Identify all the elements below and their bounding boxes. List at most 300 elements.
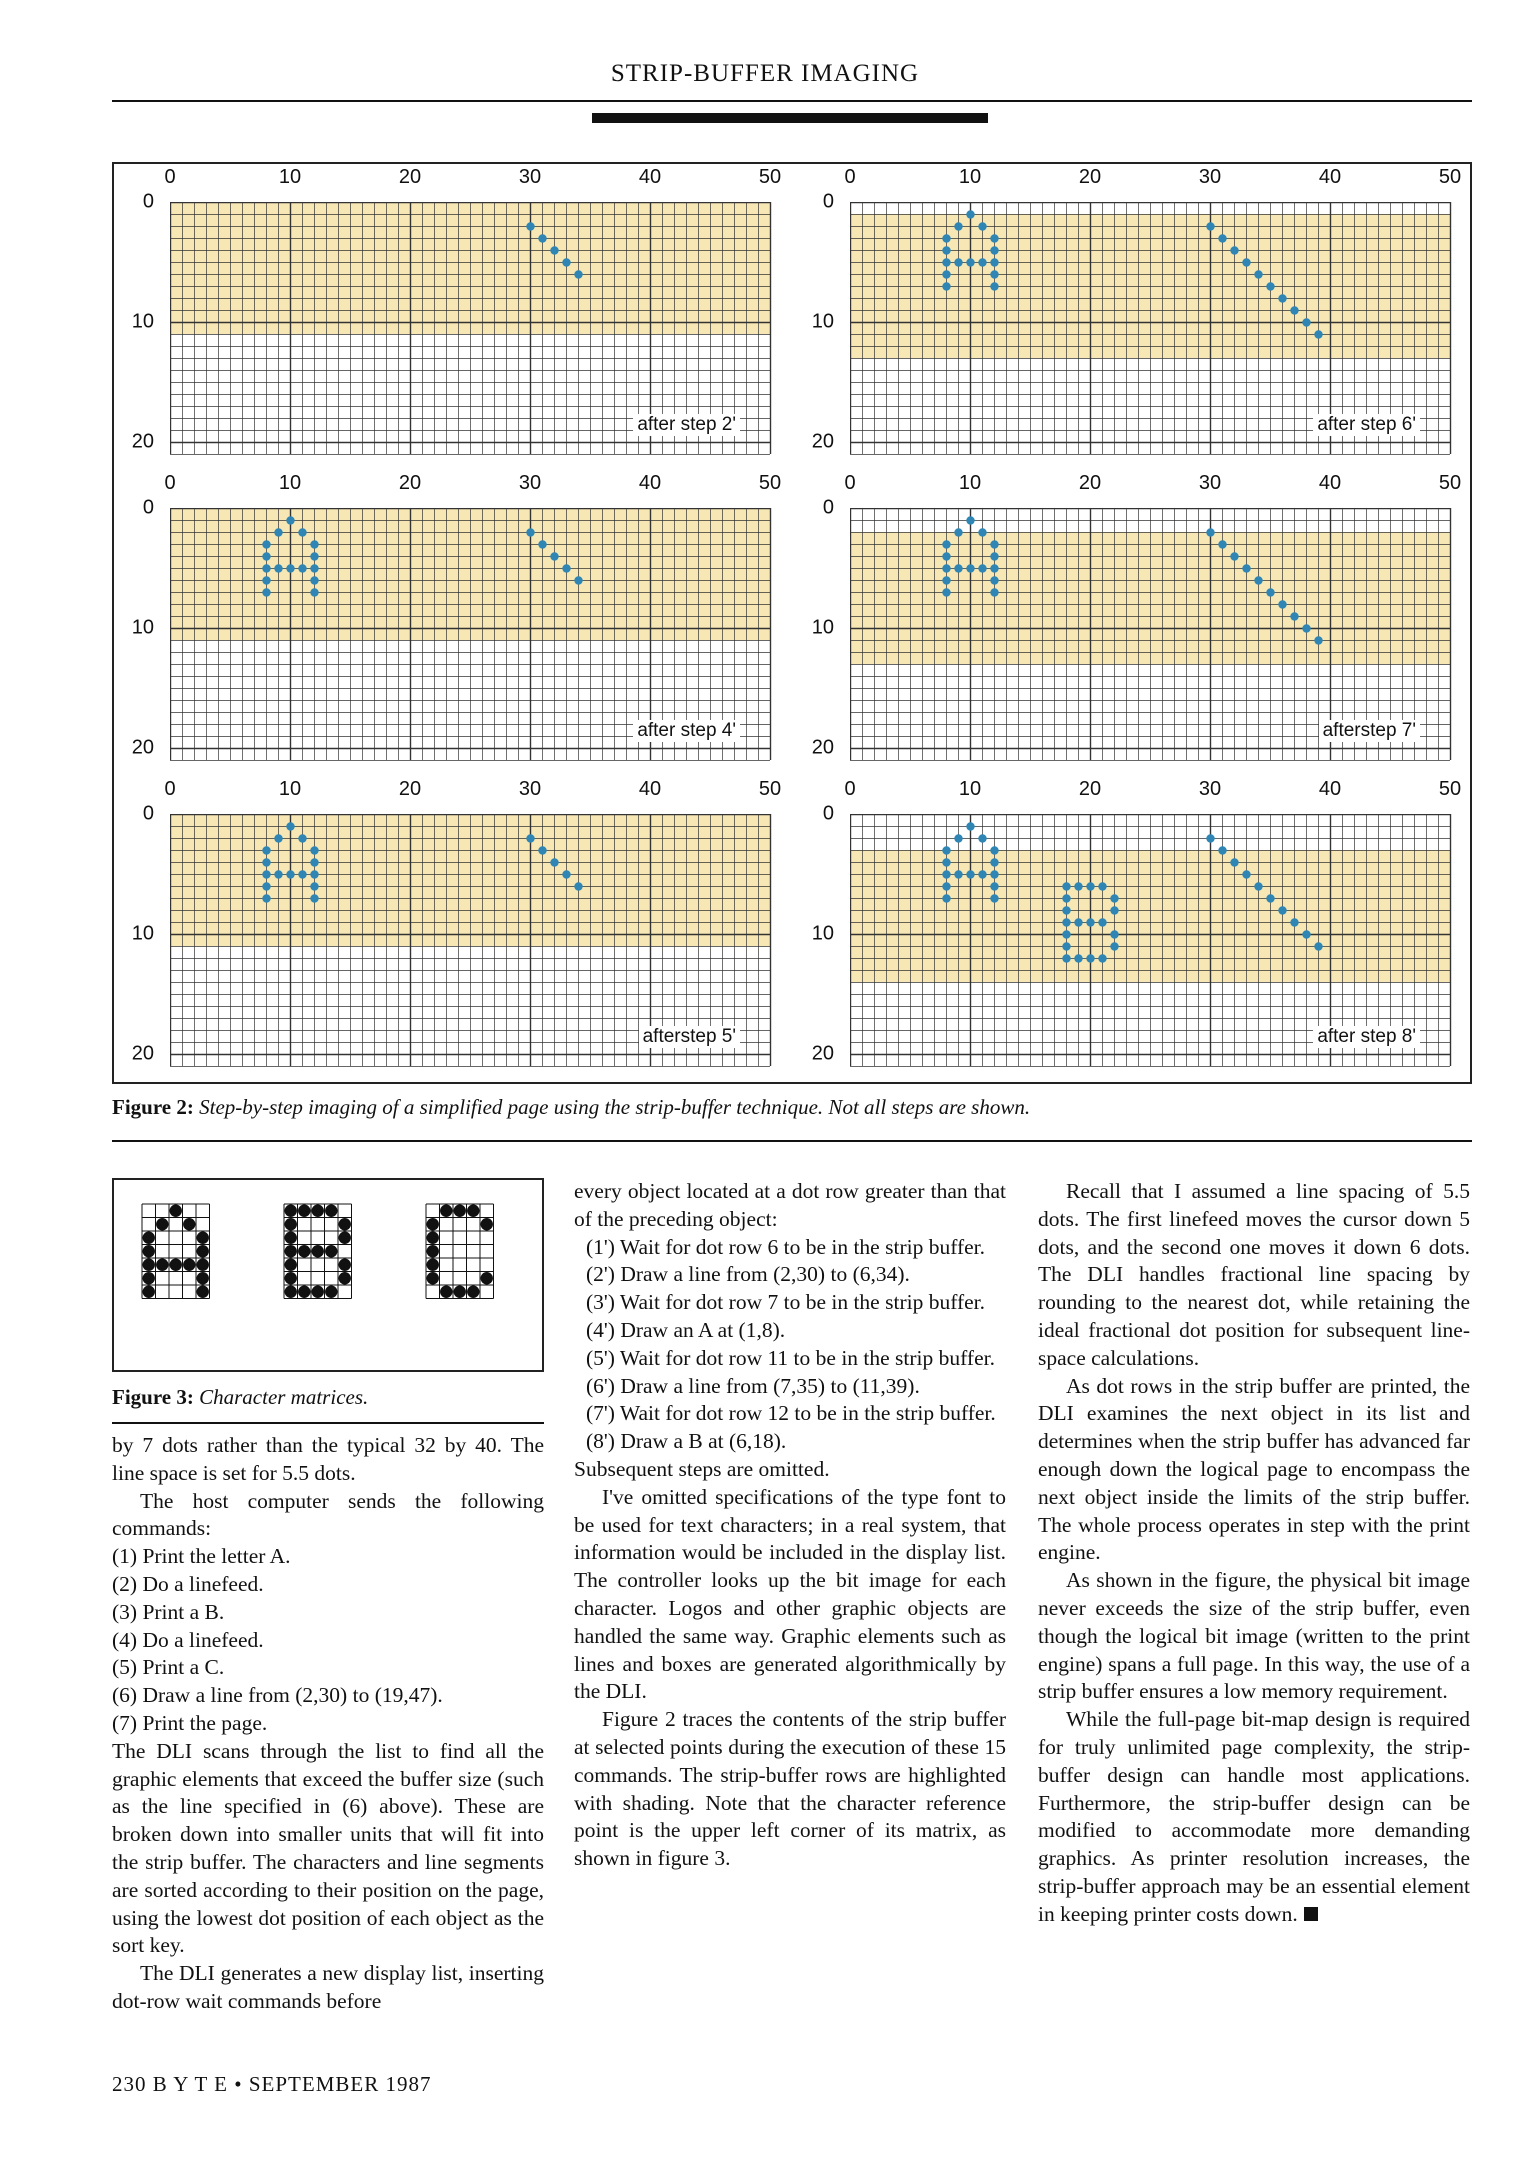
matrix-dot: [183, 1259, 195, 1271]
pixel-dot: [990, 564, 998, 572]
pixel-dot: [942, 246, 950, 254]
x-tick-label: 10: [278, 778, 302, 800]
figure-3-caption-text: Character matrices.: [199, 1385, 369, 1409]
figure-3-rule: [112, 1422, 544, 1424]
x-tick-label: 20: [398, 778, 422, 800]
pixel-dot: [1110, 894, 1118, 902]
pixel-dot: [990, 846, 998, 854]
matrix-dot: [312, 1286, 324, 1298]
pixel-dot: [1062, 930, 1070, 938]
pixel-dot: [942, 576, 950, 584]
pixel-dot: [1314, 330, 1322, 338]
pixel-dot: [298, 834, 306, 842]
figure-3-caption-label: Figure 3:: [112, 1385, 194, 1409]
pixel-dot: [942, 270, 950, 278]
pixel-dot: [262, 564, 270, 572]
pixel-dot: [262, 882, 270, 890]
grid-area: [850, 202, 1450, 454]
pixel-dot: [262, 894, 270, 902]
pixel-dot: [550, 552, 558, 560]
y-tick-label: 0: [822, 496, 834, 519]
x-tick-label: 30: [1198, 472, 1222, 494]
pixel-dot: [1062, 954, 1070, 962]
matrix-dot: [467, 1205, 479, 1217]
matrix-dot: [285, 1232, 297, 1244]
grid-area: [850, 508, 1450, 760]
pixel-dot: [1086, 954, 1094, 962]
x-tick-label: 30: [1198, 166, 1222, 188]
x-tick-label: 10: [958, 778, 982, 800]
pixel-dot: [990, 588, 998, 596]
pixel-dot: [954, 870, 962, 878]
x-tick-label: 10: [958, 472, 982, 494]
y-tick-label: 10: [131, 616, 154, 639]
y-tick-label: 10: [131, 922, 154, 945]
y-tick-label: 0: [822, 190, 834, 213]
y-tick-label: 10: [131, 310, 154, 333]
pixel-dot: [1206, 834, 1214, 842]
pixel-dot: [990, 246, 998, 254]
paragraph: by 7 dots rather than the typical 32 by 40. The line space is set for 5.5 dots.: [112, 1433, 544, 1485]
matrix-dot: [427, 1218, 439, 1230]
command-item: (2') Draw a line from (2,30) to (6,34).: [586, 1262, 910, 1287]
matrix-dot: [197, 1272, 209, 1284]
figure-2: [112, 162, 1472, 1084]
matrix-dot: [339, 1259, 351, 1271]
page-footer: 230 B Y T E • SEPTEMBER 1987: [112, 2072, 432, 2096]
pixel-dot: [1074, 882, 1082, 890]
matrix-dot: [339, 1272, 351, 1284]
grid-area: [850, 814, 1450, 1066]
y-tick-label: 20: [811, 1042, 834, 1065]
pixel-dot: [1206, 222, 1214, 230]
matrix-dot: [440, 1205, 452, 1217]
matrix-dot: [298, 1245, 310, 1257]
pixel-dot: [966, 516, 974, 524]
command-item: (5) Print a C.: [112, 1655, 225, 1680]
matrix-dot: [156, 1259, 168, 1271]
pixel-dot: [286, 822, 294, 830]
pixel-dot: [942, 846, 950, 854]
paragraph: every object located at a dot row greater than that of the preceding object:: [574, 1179, 1006, 1231]
strip-buffer-panel: [794, 470, 1474, 776]
x-tick-label: 30: [518, 472, 542, 494]
command-item: (4') Draw an A at (1,8).: [586, 1317, 786, 1342]
pixel-dot: [954, 564, 962, 572]
pixel-dot: [1278, 600, 1286, 608]
matrix-dot: [197, 1245, 209, 1257]
matrix-dot: [197, 1286, 209, 1298]
command-item: (7) Print the page.: [112, 1710, 268, 1735]
x-tick-label: 0: [164, 472, 176, 494]
pixel-dot: [1302, 930, 1310, 938]
matrix-dot: [285, 1259, 297, 1271]
pixel-dot: [1314, 636, 1322, 644]
pixel-dot: [1254, 576, 1262, 584]
step-label: after step 4': [633, 720, 740, 742]
y-tick-label: 20: [811, 430, 834, 453]
x-tick-label: 40: [1318, 472, 1342, 494]
matrix-dot: [325, 1245, 337, 1257]
figure-3: [112, 1178, 544, 1372]
matrix-dot: [143, 1259, 155, 1271]
matrix-dot: [197, 1259, 209, 1271]
y-tick-label: 0: [822, 802, 834, 825]
pixel-dot: [942, 588, 950, 596]
pixel-dot: [310, 564, 318, 572]
figure-3-caption: [112, 1385, 368, 1410]
paragraph: The DLI generates a new display list, inserting dot-row wait commands before: [112, 1961, 544, 2013]
character-matrix-b: [284, 1204, 352, 1299]
pixel-dot: [1074, 954, 1082, 962]
pixel-dot: [942, 282, 950, 290]
text-column-3: [1038, 1178, 1470, 1929]
pixel-dot: [1230, 858, 1238, 866]
x-tick-label: 20: [1078, 778, 1102, 800]
matrix-dot: [285, 1245, 297, 1257]
strip-buffer-panel: [794, 776, 1474, 1082]
pixel-dot: [978, 528, 986, 536]
pixel-dot: [1302, 318, 1310, 326]
matrix-dot: [170, 1259, 182, 1271]
pixel-dot: [562, 258, 570, 266]
matrix-dot: [183, 1218, 195, 1230]
pixel-dot: [1302, 624, 1310, 632]
pixel-dot: [1278, 906, 1286, 914]
pixel-dot: [1266, 282, 1274, 290]
step-label: after step 6': [1313, 414, 1420, 436]
command-item: (6) Draw a line from (2,30) to (19,47).: [112, 1683, 443, 1708]
pixel-dot: [942, 258, 950, 266]
pixel-dot: [1206, 528, 1214, 536]
figure-2-caption-label: Figure 2:: [112, 1095, 194, 1119]
pixel-dot: [526, 528, 534, 536]
paragraph: I've omitted specifications of the type font to be used for text characters; in a real system, that information would be included in the display list. The controller looks up the bit image for each character. Logos and other graphic objects are handled the same way. Graphic elements such as lines and boxes are generated algorithmically by the DLI.: [574, 1484, 1006, 1704]
matrix-dot: [427, 1272, 439, 1284]
x-tick-label: 40: [1318, 778, 1342, 800]
matrix-dot: [312, 1245, 324, 1257]
pixel-dot: [1278, 294, 1286, 302]
pixel-dot: [978, 564, 986, 572]
pixel-dot: [310, 552, 318, 560]
pixel-dot: [990, 270, 998, 278]
pixel-dot: [990, 894, 998, 902]
pixel-dot: [990, 552, 998, 560]
pixel-dot: [550, 858, 558, 866]
pixel-dot: [966, 564, 974, 572]
pixel-dot: [990, 576, 998, 584]
command-item: (5') Wait for dot row 11 to be in the strip buffer.: [586, 1345, 995, 1370]
matrix-dot: [427, 1245, 439, 1257]
matrix-dot: [170, 1205, 182, 1217]
y-tick-label: 0: [142, 802, 154, 825]
pixel-dot: [574, 270, 582, 278]
figure-2-caption: [112, 1095, 1472, 1120]
pixel-dot: [990, 234, 998, 242]
pixel-dot: [1218, 540, 1226, 548]
matrix-dot: [285, 1205, 297, 1217]
matrix-dot: [298, 1286, 310, 1298]
pixel-dot: [562, 870, 570, 878]
command-item: (1) Print the letter A.: [112, 1544, 291, 1569]
paragraph-text: While the full-page bit-map design is required for truly unlimited page complexity, the strip-buffer design can handle most applications. Furthermore, the strip-buffer design can be modified to accommodate more demanding graphics. As printer resolution increases, the strip-buffer approach may be an essential element in keeping printer costs down.: [1038, 1707, 1470, 1926]
pixel-dot: [966, 822, 974, 830]
pixel-dot: [1098, 882, 1106, 890]
matrix-dot: [440, 1286, 452, 1298]
pixel-dot: [966, 210, 974, 218]
x-tick-label: 10: [958, 166, 982, 188]
pixel-dot: [574, 576, 582, 584]
matrix-dot: [325, 1205, 337, 1217]
pixel-dot: [1230, 246, 1238, 254]
pixel-dot: [1242, 564, 1250, 572]
pixel-dot: [310, 540, 318, 548]
x-tick-label: 30: [1198, 778, 1222, 800]
pixel-dot: [978, 870, 986, 878]
matrix-dot: [427, 1232, 439, 1244]
grid-area: [170, 508, 770, 760]
pixel-dot: [1242, 870, 1250, 878]
x-tick-label: 20: [1078, 166, 1102, 188]
pixel-dot: [1098, 954, 1106, 962]
matrix-dot: [285, 1218, 297, 1230]
pixel-dot: [1062, 942, 1070, 950]
y-tick-label: 20: [131, 430, 154, 453]
strip-buffer-panel: [114, 470, 794, 776]
x-tick-label: 30: [518, 166, 542, 188]
pixel-dot: [942, 870, 950, 878]
pixel-dot: [262, 870, 270, 878]
y-tick-label: 0: [142, 190, 154, 213]
pixel-dot: [262, 858, 270, 866]
step-label: afterstep 5': [639, 1026, 740, 1048]
character-matrices: [114, 1180, 542, 1370]
pixel-dot: [1110, 942, 1118, 950]
step-label: afterstep 7': [1319, 720, 1420, 742]
pixel-dot: [978, 222, 986, 230]
command-item: (1') Wait for dot row 6 to be in the strip buffer.: [586, 1234, 986, 1259]
pixel-dot: [990, 540, 998, 548]
pixel-dot: [562, 564, 570, 572]
pixel-dot: [1266, 588, 1274, 596]
pixel-dot: [1290, 612, 1298, 620]
pixel-dot: [298, 564, 306, 572]
x-tick-label: 30: [518, 778, 542, 800]
pixel-dot: [966, 258, 974, 266]
pixel-dot: [262, 576, 270, 584]
matrix-dot: [339, 1232, 351, 1244]
text-column-1: [112, 1432, 544, 2016]
matrix-dot: [454, 1205, 466, 1217]
y-tick-label: 0: [142, 496, 154, 519]
y-tick-label: 10: [811, 310, 834, 333]
character-matrix-c: [426, 1204, 494, 1299]
pixel-dot: [954, 528, 962, 536]
matrix-dot: [312, 1205, 324, 1217]
pixel-dot: [274, 528, 282, 536]
x-tick-label: 10: [278, 472, 302, 494]
pixel-dot: [310, 882, 318, 890]
pixel-dot: [298, 528, 306, 536]
x-tick-label: 40: [638, 166, 662, 188]
x-tick-label: 40: [638, 778, 662, 800]
pixel-dot: [274, 564, 282, 572]
pixel-dot: [1266, 894, 1274, 902]
paragraph: The DLI scans through the list to find all the graphic elements that exceed the buffer size (such as the line specified in (6) above). These are broken down into smaller units that will fit into the strip buffer. The characters and line segments are sorted according to their position on the page, using the lowest dot position of each object as the sort key.: [112, 1738, 544, 1958]
x-tick-label: 50: [758, 166, 782, 188]
matrix-dot: [143, 1232, 155, 1244]
pixel-dot: [954, 834, 962, 842]
x-tick-label: 20: [398, 472, 422, 494]
pixel-dot: [1062, 906, 1070, 914]
pixel-dot: [310, 870, 318, 878]
x-tick-label: 50: [1438, 778, 1462, 800]
command-item: (8') Draw a B at (6,18).: [586, 1429, 787, 1454]
pixel-dot: [942, 234, 950, 242]
x-tick-label: 50: [758, 778, 782, 800]
x-tick-label: 50: [758, 472, 782, 494]
matrix-dot: [427, 1259, 439, 1271]
running-head: STRIP-BUFFER IMAGING: [610, 60, 920, 87]
pixel-dot: [538, 234, 546, 242]
header-rule: [112, 100, 1472, 102]
pixel-dot: [574, 882, 582, 890]
paragraph: Subsequent steps are omitted.: [574, 1456, 830, 1481]
pixel-dot: [310, 588, 318, 596]
pixel-dot: [262, 588, 270, 596]
x-tick-label: 0: [164, 166, 176, 188]
x-tick-label: 0: [844, 166, 856, 188]
character-matrix-a: [142, 1204, 210, 1299]
pixel-dot: [1230, 552, 1238, 560]
figure-2-caption-text: Step-by-step imaging of a simplified page using the strip-buffer technique. Not all steps are shown.: [199, 1095, 1031, 1119]
matrix-dot: [298, 1205, 310, 1217]
pixel-dot: [1290, 918, 1298, 926]
pixel-dot: [550, 246, 558, 254]
y-tick-label: 20: [131, 1042, 154, 1065]
matrix-dot: [481, 1272, 493, 1284]
command-item: (4) Do a linefeed.: [112, 1627, 264, 1652]
pixel-dot: [1086, 918, 1094, 926]
paragraph: Figure 2 traces the contents of the strip buffer at selected points during the execution of these 15 commands. The strip-buffer rows are highlighted with shading. Note that the character reference point is the upper left corner of its matrix, as shown in figure 3.: [574, 1707, 1006, 1871]
step-label: after step 8': [1313, 1026, 1420, 1048]
matrix-dot: [454, 1286, 466, 1298]
pixel-dot: [1074, 918, 1082, 926]
pixel-dot: [1086, 882, 1094, 890]
matrix-dot: [325, 1286, 337, 1298]
command-item: (2) Do a linefeed.: [112, 1571, 264, 1596]
x-tick-label: 20: [1078, 472, 1102, 494]
pixel-dot: [966, 870, 974, 878]
command-item: (7') Wait for dot row 12 to be in the strip buffer.: [586, 1401, 996, 1426]
x-tick-label: 50: [1438, 166, 1462, 188]
pixel-dot: [942, 894, 950, 902]
paragraph: The host computer sends the following commands:: [112, 1488, 544, 1541]
x-tick-label: 40: [1318, 166, 1342, 188]
pixel-dot: [526, 222, 534, 230]
pixel-dot: [274, 834, 282, 842]
matrix-dot: [285, 1272, 297, 1284]
command-item: (6') Draw a line from (7,35) to (11,39).: [586, 1373, 920, 1398]
pixel-dot: [1110, 906, 1118, 914]
paragraph: As shown in the figure, the physical bit image never exceeds the size of the strip buffer, even though the logical bit image (written to the print engine) spans a full page. In this way, the use of a strip buffer ensures a low memory requirement.: [1038, 1568, 1470, 1704]
x-tick-label: 0: [164, 778, 176, 800]
x-tick-label: 40: [638, 472, 662, 494]
matrix-dot: [197, 1232, 209, 1244]
pixel-dot: [1062, 882, 1070, 890]
pixel-dot: [1110, 930, 1118, 938]
pixel-dot: [262, 540, 270, 548]
caption-rule: [112, 1140, 1472, 1142]
matrix-dot: [143, 1245, 155, 1257]
pixel-dot: [310, 858, 318, 866]
grid-area: [170, 814, 770, 1066]
pixel-dot: [1098, 918, 1106, 926]
matrix-dot: [339, 1218, 351, 1230]
pixel-dot: [310, 576, 318, 584]
pixel-dot: [310, 894, 318, 902]
pixel-dot: [1254, 270, 1262, 278]
pixel-dot: [1218, 846, 1226, 854]
pixel-dot: [942, 858, 950, 866]
pixel-dot: [954, 222, 962, 230]
pixel-dot: [298, 870, 306, 878]
pixel-dot: [262, 846, 270, 854]
y-tick-label: 10: [811, 616, 834, 639]
y-tick-label: 10: [811, 922, 834, 945]
x-tick-label: 0: [844, 778, 856, 800]
pixel-dot: [310, 846, 318, 854]
header-thick-bar: [592, 113, 988, 123]
pixel-dot: [990, 858, 998, 866]
strip-buffer-panel: [114, 776, 794, 1082]
paragraph: [1038, 1706, 1470, 1928]
pixel-dot: [942, 540, 950, 548]
x-tick-label: 20: [398, 166, 422, 188]
pixel-dot: [1290, 306, 1298, 314]
step-label: after step 2': [633, 414, 740, 436]
pixel-dot: [990, 282, 998, 290]
pixel-dot: [286, 870, 294, 878]
pixel-dot: [1242, 258, 1250, 266]
pixel-dot: [286, 564, 294, 572]
paragraph: Recall that I assumed a line spacing of 5.5 dots. The first linefeed moves the cursor down 5 dots, and the second one moves it down 6 dots. The DLI handles fractional line spacing by rounding to the nearest dot, while retaining the ideal fractional dot position for subsequent line-space calculations.: [1038, 1179, 1470, 1370]
command-item: (3') Wait for dot row 7 to be in the strip buffer.: [586, 1290, 986, 1315]
strip-buffer-panel: [114, 164, 794, 470]
pixel-dot: [954, 258, 962, 266]
matrix-dot: [481, 1218, 493, 1230]
pixel-dot: [1254, 882, 1262, 890]
y-tick-label: 20: [811, 736, 834, 759]
pixel-dot: [942, 882, 950, 890]
grid-area: [170, 202, 770, 454]
y-tick-label: 20: [131, 736, 154, 759]
x-tick-label: 50: [1438, 472, 1462, 494]
pixel-dot: [274, 870, 282, 878]
pixel-dot: [978, 834, 986, 842]
pixel-dot: [538, 846, 546, 854]
pixel-dot: [1314, 942, 1322, 950]
pixel-dot: [1218, 234, 1226, 242]
pixel-dot: [990, 870, 998, 878]
pixel-dot: [990, 258, 998, 266]
paragraph: As dot rows in the strip buffer are printed, the DLI examines the next object in its list and determines when the strip buffer has advanced far enough down the logical page to encompass the next object inside the limits of the strip buffer. The whole process operates in step with the print engine.: [1038, 1373, 1470, 1565]
pixel-dot: [1062, 894, 1070, 902]
command-item: (3) Print a B.: [112, 1599, 225, 1624]
matrix-dot: [467, 1286, 479, 1298]
pixel-dot: [286, 516, 294, 524]
pixel-dot: [262, 552, 270, 560]
